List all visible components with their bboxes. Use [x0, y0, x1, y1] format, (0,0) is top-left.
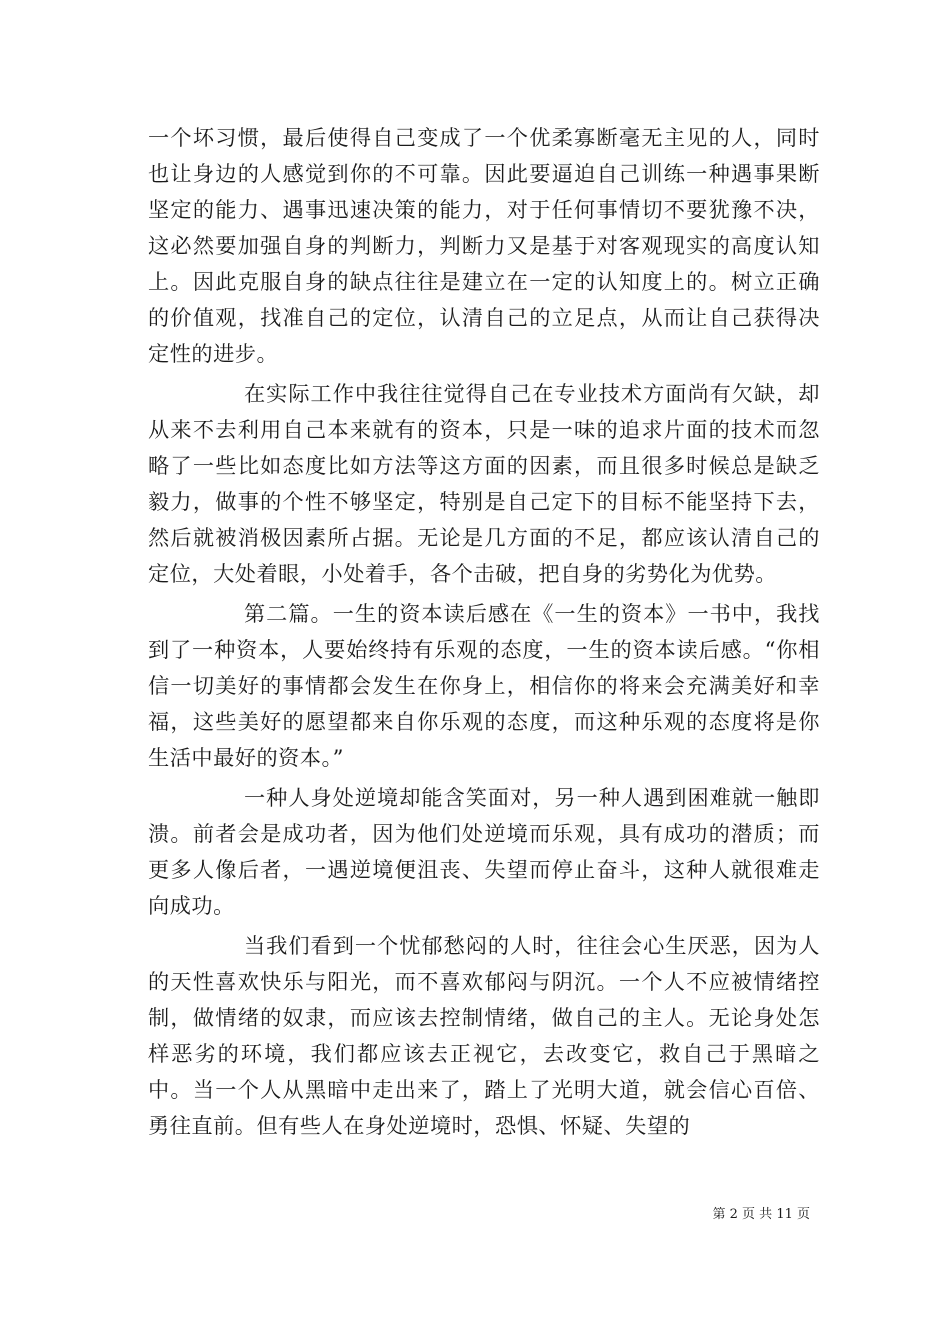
paragraph-4: 一种人身处逆境却能含笑面对，另一种人遇到困难就一触即溃。前者会是成功者，因为他们处逆境而乐观，具有成功的潜质；而更多人像后者，一遇逆境便沮丧、失望而停止奋斗，这种人就很难走向成功。	[148, 785, 820, 918]
paragraph-3: 第二篇。一生的资本读后感在《一生的资本》一书中，我找到了一种资本，人要始终持有乐观的态度，一生的资本读后感。“你相信一切美好的事情都会发生在你身上，相信你的将来会充满美好和幸福，这些美好的愿望都来自你乐观的态度，而这种乐观的态度将是你生活中最好的资本。”	[148, 601, 820, 770]
page-number-footer: 第 2 页 共 11 页	[712, 1207, 810, 1222]
paragraph-5: 当我们看到一个忧郁愁闷的人时，往往会心生厌恶，因为人的天性喜欢快乐与阳光，而不喜欢郁闷与阴沉。一个人不应被情绪控制，做情绪的奴隶，而应该去控制情绪，做自己的主人。无论身处怎样恶劣的环境，我们都应该去正视它，去改变它，救自己于黑暗之中。当一个人从黑暗中走出来了，踏上了光明大道，就会信心百倍、勇往直前。但有些人在身处逆境时，恐惧、怀疑、失望的	[148, 933, 820, 1138]
document-body	[148, 120, 820, 1144]
paragraph-1: 一个坏习惯，最后使得自己变成了一个优柔寡断毫无主见的人，同时也让身边的人感觉到你的不可靠。因此要逼迫自己训练一种遇事果断坚定的能力、遇事迅速决策的能力，对于任何事情切不要犹豫不决，这必然要加强自身的判断力，判断力又是基于对客观现实的高度认知上。因此克服自身的缺点往往是建立在一定的认知度上的。树立正确的价值观，找准自己的定位，认清自己的立足点，从而让自己获得决定性的进步。	[148, 125, 820, 366]
paragraph-2: 在实际工作中我往往觉得自己在专业技术方面尚有欠缺，却从来不去利用自己本来就有的资本，只是一味的追求片面的技术而忽略了一些比如态度比如方法等这方面的因素，而且很多时候总是缺乏毅力，做事的个性不够坚定，特别是自己定下的目标不能坚持下去，然后就被消极因素所占据。无论是几方面的不足，都应该认清自己的定位，大处着眼，小处着手，各个击破，把自身的劣势化为优势。	[148, 381, 820, 586]
